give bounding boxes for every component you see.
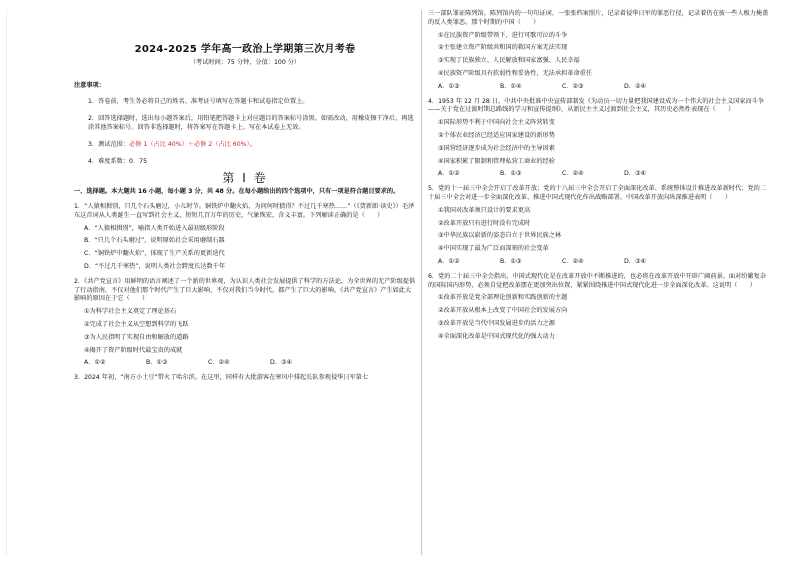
option: D．“不过几千寒热”，说明人类社会跨度长达数千年 (84, 262, 226, 270)
notice-heading: 注意事项： (74, 81, 105, 89)
answer-choice: D．③④ (624, 257, 647, 265)
question-stem: 3．2024 年初，“南方小土豆”带火了哈尔滨。在这里，同样有大批游客在寒风中排起长队参观侵华日军第七 (74, 374, 369, 382)
question-stem: 5．党的十一届三中全会开启了改革开放；党的十八届三中全会开启了全面深化改革、系统整体设计推进改革新时代；党的二十届三中全会对进一步全面深化改革、推进中国式现代化作出战略部署。中国改革开放向纵深推进表明（ ） (428, 185, 767, 201)
option: B．“只几个石头磨过”，说明原始社会采用磨制石器 (84, 237, 225, 245)
section-title: 第 Ⅰ 卷 (222, 171, 268, 186)
statement: ①我国对改革须只设计的要求更高 (438, 206, 531, 214)
statement: ①在民族资产阶级带领下，进行可歌可泣的斗争 (438, 31, 568, 39)
left-column (74, 0, 416, 562)
answer-choice: D．③④ (624, 170, 647, 178)
statement: ④中国实现了最为广泛而深刻的社会变革 (438, 245, 549, 253)
question-2 (74, 278, 416, 368)
notice-item-scope (74, 141, 416, 150)
question-3-start (74, 374, 416, 383)
answer-choice: A．①③ (438, 82, 460, 90)
statement: ②改革开放只有进行时没有完成时 (438, 219, 531, 227)
answer-choice: B．①③ (500, 257, 522, 265)
answer-choice: A．①② (84, 359, 106, 367)
answer-choice: C．②④ (562, 257, 584, 265)
scope-prefix: 3．测试范围： (88, 140, 130, 148)
answer-choices (428, 83, 770, 92)
statement: ②改革开放从根本上改变了中国社会的发展方向 (438, 307, 568, 315)
statement: ②个体农业经济已经适应国家建设的新形势 (438, 131, 555, 139)
exam-title: 2024-2025 学年高一政治上学期第三次月考卷 (134, 44, 356, 55)
statement: ③实现了民族独立、人民解放和国家富强、人民幸福 (438, 57, 580, 65)
answer-choice: A．①② (438, 170, 460, 178)
right-column (428, 0, 770, 562)
column-divider (421, 10, 422, 555)
answer-choice: C．②③ (562, 82, 584, 90)
question-3-continued (428, 10, 770, 92)
notice-item: 1．答卷前，考生务必将自己的姓名、准考证号填写在答题卡和试卷指定位置上。 (88, 98, 309, 106)
scope-suffix: 。 (249, 140, 256, 148)
answer-choice: D．③④ (270, 359, 293, 367)
answer-choice: B．①③ (500, 170, 522, 178)
answer-choice: C．②④ (562, 170, 584, 178)
scope-highlight: 必修 1（占比 40%）＋必修 2（占比 60%） (129, 140, 250, 148)
answer-choices (428, 170, 770, 179)
option: C．“铜铁炉中翻火焰”，体现了生产关系的更新迭代 (84, 250, 225, 258)
answer-choice: B．①④ (500, 82, 522, 90)
answer-choice: B．①③ (146, 359, 168, 367)
statement: ①国际形势不利于中国向社会主义阵营转变 (438, 119, 555, 127)
question-stem: 1．“人猿相揖别，只几个石头磨过，小儿时节。铜铁炉中翻火焰，为问何时猜得？不过几千寒热……”（《贺新郎·读史》）毛泽东这首词从人类诞生一直写到社会主义，短短几百万年的历史，气象恢宏，含义丰富。下列解读正确的是（ ） (74, 202, 415, 219)
answer-choice: D．②④ (624, 82, 647, 90)
statement: ①为科学社会主义奠定了理论基石 (84, 308, 177, 316)
question-1 (74, 203, 416, 272)
statement: ②完成了社会主义从空想到科学的飞跃 (84, 320, 189, 328)
answer-choices (74, 359, 416, 368)
statement: ②主张建立资产阶级共和国的救国方案无法实现 (438, 44, 568, 52)
answer-choice: C．②④ (208, 359, 230, 367)
binding-margin-line (6, 10, 7, 555)
question-4 (428, 98, 770, 180)
statement: ③中华民族以崭新的姿态自立于世界民族之林 (438, 232, 562, 240)
question-stem: 6．党的二十届三中全会指出，中国式现代化是在改革开放中不断推进的，也必将在改革开放中开辟广阔前景。面对纷繁复杂的国际国内形势，必须自觉把改革摆在更加突出位置，紧紧围绕推进中国式现代化进一步全面深化改革。这说明（ ） (428, 272, 767, 289)
question-stem: 三一部队罪证陈列馆。陈列馆内的一句句证词、一张张档案照片，记录着侵华日军的罪恶行径，记录着仍在彼一些人极力掩盖的反人类罪恶。那个时期的中国（ ） (428, 10, 769, 26)
notice-item: 2．回答选择题时，选出每小题答案后，用铅笔把答题卡上对应题目的答案标号涂黑。如需改动，用橡皮擦干净后，再选涂其他答案标号。回答非选择题时，将答案写在答题卡上。写在本试卷上无效。 (88, 115, 414, 131)
statement: ③为人民指明了实现自由和解放的道路 (84, 333, 189, 341)
section-description: 一、选择题。本大题共 16 小题，每小题 3 分，共 48 分。在每小题给出的四个选项中，只有一项是符合题目要求的。 (74, 188, 400, 196)
statement: ④全面深化改革是中国式现代化的强大动力 (438, 332, 555, 340)
question-stem: 4．1953 年 12 月 28 日，中共中央批准中央宣传部制发《为动员一切力量把我国建设成为一个伟大的社会主义国家而斗争——关于党在过渡时期总路线的学习和宣传提纲》，从新民主主义过渡到社会主义，其历史必然性表现在（ ） (428, 97, 765, 114)
statement: ③国营经济逐步成为社会经济中的主导因素 (438, 144, 555, 152)
statement: ④民族资产阶级具有软弱性和妥协性，无法承担革命重任 (438, 69, 593, 77)
statement: ④揭开了资产阶级时代最宝贵的成就 (84, 346, 183, 354)
answer-choice: A．①② (438, 257, 460, 265)
exam-subtitle: （考试时间：75 分钟，分值：100 分） (189, 58, 301, 66)
notice-item-difficulty: 4．难度系数：0．75 (88, 157, 148, 165)
statement: ①改革开放是党全部理论创新和实践创新的主题 (438, 294, 568, 302)
statement: ③改革开放是当代中国发展进步的活力之源 (438, 319, 555, 327)
option: A．“人猿相揖别”，喻指人类开始进入最初级形阶段 (84, 224, 225, 232)
question-6 (428, 273, 770, 342)
question-5 (428, 185, 770, 267)
statement: ④国家积累了限制和管理私营工商业的经验 (438, 157, 555, 165)
question-stem: 2．《共产党宣言》用鲜明的语言阐述了一个新的世界观，为认识人类社会发展提供了科学的方法论，为全世界的无产阶级提供了行动指南，不仅对他们那个时代产生了巨大影响，不仅对我们当今时代，都产生了巨大的影响。《共产党宣言》产生如此大影响的原因在于它（ ） (74, 277, 416, 303)
answer-choices (428, 258, 770, 267)
